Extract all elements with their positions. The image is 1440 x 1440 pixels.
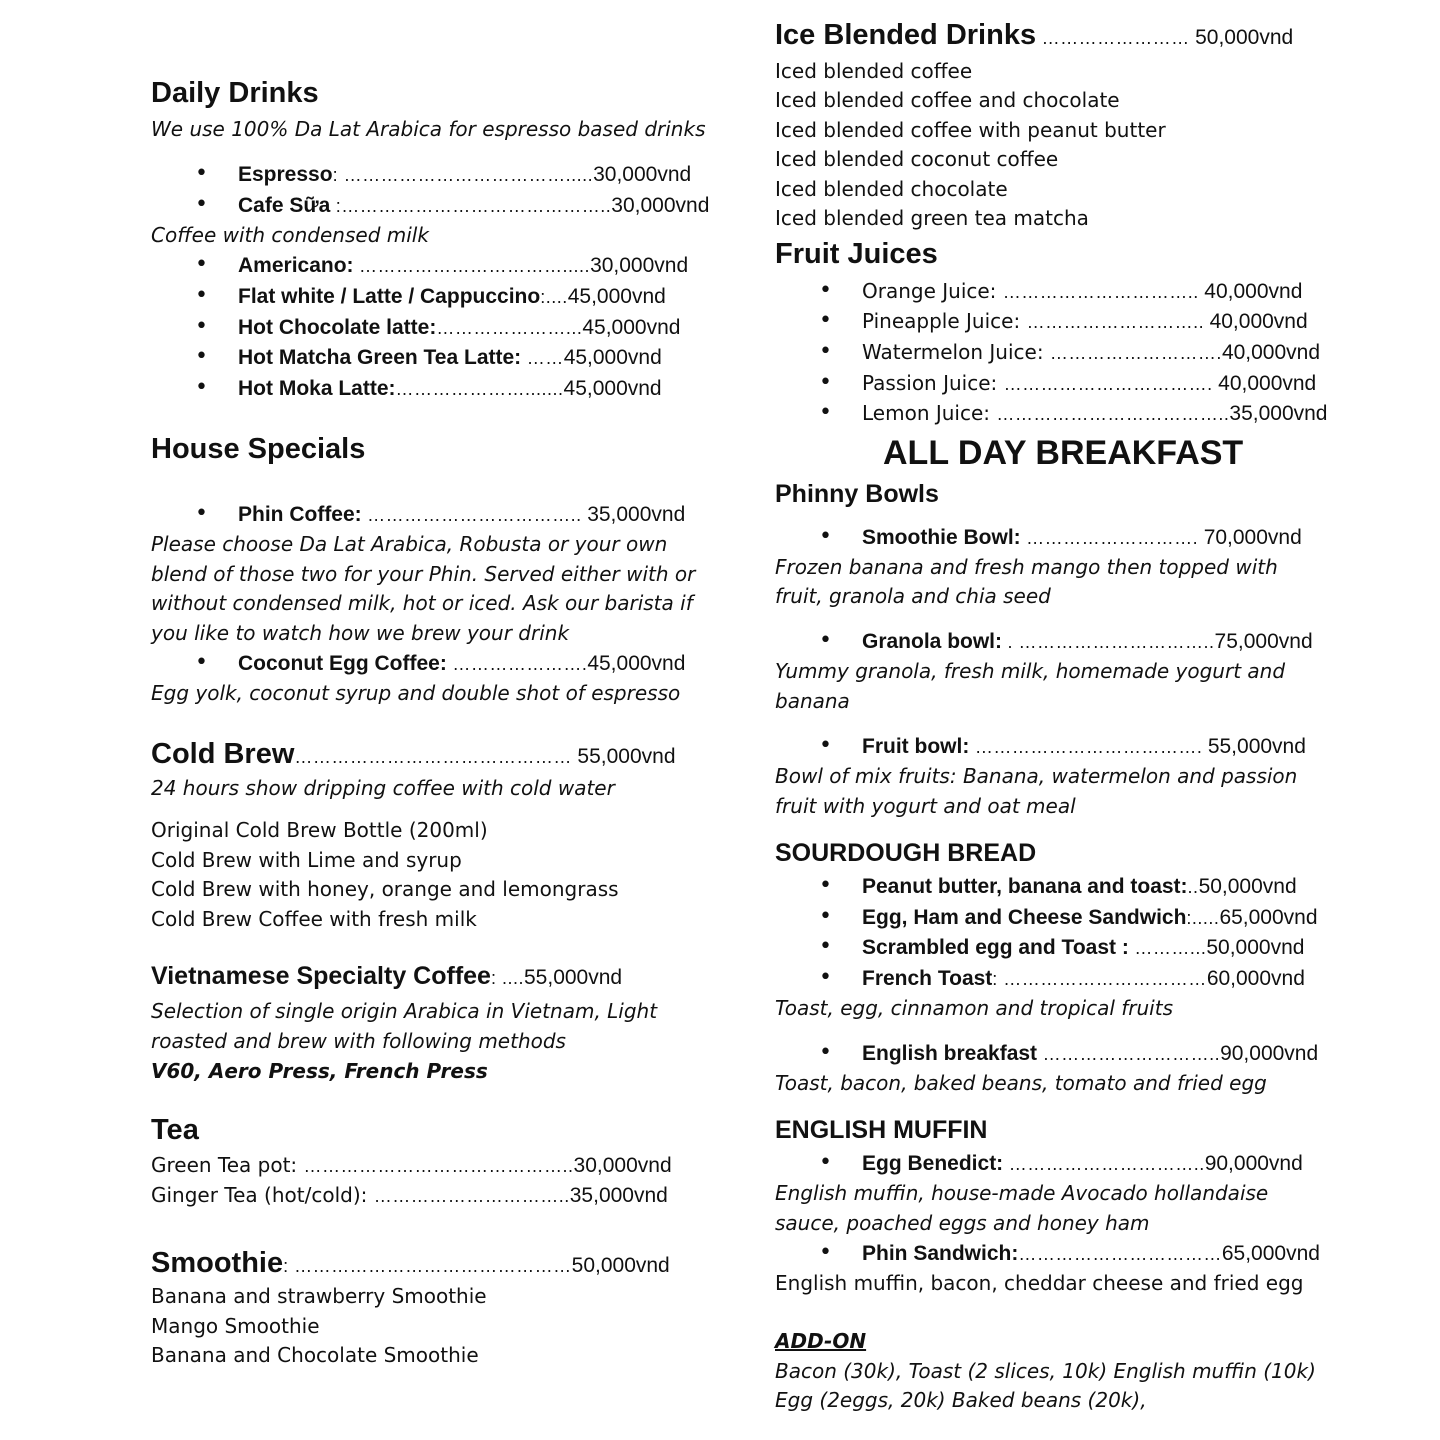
item-dots: .. <box>1187 877 1199 897</box>
item-name: Ginger Tea (hot/cold): <box>151 1183 374 1207</box>
item-dots: …………………………………….. <box>303 1156 574 1176</box>
menu-item-phin-sandwich <box>775 1240 1320 1267</box>
cafe-sua-note: Coffee with condensed milk <box>151 223 429 247</box>
add-on-title: ADD-ON <box>775 1329 867 1353</box>
item-dots: ……………………….. <box>1026 312 1210 332</box>
item-name: Lemon Juice: <box>862 401 997 425</box>
menu-item-smoothie-bowl <box>775 524 1302 551</box>
phin-desc-line: blend of those two for your Phin. Served either with or <box>151 562 696 586</box>
vietnamese-specialty-heading <box>151 961 622 991</box>
vietnamese-specialty-dots: .... <box>501 968 524 988</box>
cold-brew-item: Original Cold Brew Bottle (200ml) <box>151 818 488 842</box>
menu-item-ginger-tea <box>151 1182 668 1209</box>
item-dots: ……………………….. <box>1037 1044 1221 1064</box>
menu-item-phin-coffee <box>151 501 685 528</box>
item-name: English breakfast <box>862 1042 1038 1065</box>
item-dots: …………………………….. <box>361 505 588 525</box>
menu-item-pineapple-juice <box>775 308 1308 335</box>
item-dots: …………………………… <box>1018 1244 1222 1264</box>
menu-item-watermelon-juice <box>775 339 1320 366</box>
vietnamese-specialty-price: 55,000vnd <box>524 966 623 989</box>
ice-blended-item: Iced blended green tea matcha <box>775 206 1089 230</box>
cold-brew-item: Cold Brew with Lime and syrup <box>151 848 462 872</box>
item-name: Green Tea pot: <box>151 1153 304 1177</box>
item-price: 60,000vnd <box>1206 967 1305 990</box>
item-name: Granola bowl: <box>862 630 1003 653</box>
ice-blended-item: Iced blended coffee <box>775 59 973 83</box>
menu-item-hot-matcha <box>151 344 662 371</box>
item-name: Fruit bowl: <box>862 735 970 758</box>
item-price: 35,000vnd <box>1229 402 1328 425</box>
item-name: Watermelon Juice: <box>862 340 1050 364</box>
granola-bowl-desc: banana <box>775 689 850 713</box>
item-name: Phin Sandwich: <box>862 1242 1019 1265</box>
item-name: Cafe Sữa <box>238 194 331 217</box>
menu-item-egg-ham-cheese <box>775 904 1318 931</box>
item-name: Hot Moka Latte: <box>238 377 396 400</box>
item-name: Orange Juice: <box>862 279 1003 303</box>
item-price: 45,000vnd <box>582 316 681 339</box>
smoothie-title: Smoothie <box>151 1247 284 1279</box>
menu-item-egg-benedict <box>775 1150 1303 1177</box>
item-name: Hot Matcha Green Tea Latte: <box>238 346 522 369</box>
menu-item-peanut-butter-toast <box>775 873 1297 900</box>
menu-item-green-tea <box>151 1152 672 1179</box>
item-dots: :..... <box>1186 908 1220 928</box>
item-name: Egg Benedict: <box>862 1152 1004 1175</box>
coconut-egg-desc: Egg yolk, coconut syrup and double shot of espresso <box>151 681 681 705</box>
english-muffin-title: ENGLISH MUFFIN <box>775 1116 988 1144</box>
item-price: 70,000vnd <box>1203 526 1302 549</box>
smoothie-dots: ……………………………………… <box>294 1256 572 1276</box>
menu-item-scrambled-egg <box>775 934 1304 961</box>
item-name: Phin Coffee: <box>238 503 362 526</box>
item-price: 35,000vnd <box>569 1184 668 1207</box>
item-name: Egg, Ham and Cheese Sandwich <box>862 906 1187 929</box>
cold-brew-note: 24 hours show dripping coffee with cold water <box>151 776 615 800</box>
menu-item-lemon-juice <box>775 400 1327 427</box>
item-name: Smoothie Bowl: <box>862 526 1021 549</box>
smoothie-separator: : <box>283 1256 295 1276</box>
smoothie-item: Banana and strawberry Smoothie <box>151 1284 487 1308</box>
smoothie-item: Mango Smoothie <box>151 1314 320 1338</box>
item-price: 30,000vnd <box>573 1154 672 1177</box>
menu-item-english-breakfast <box>775 1040 1318 1067</box>
ice-blended-heading <box>775 18 1293 52</box>
item-price: 90,000vnd <box>1204 1152 1303 1175</box>
smoothie-bowl-desc: Frozen banana and fresh mango then topped with <box>775 555 1278 579</box>
vietnamese-desc-line: roasted and brew with following methods <box>151 1029 566 1053</box>
item-name: Espresso <box>238 163 333 186</box>
item-name: Coconut Egg Coffee: <box>238 652 447 675</box>
item-price: 30,000vnd <box>611 194 710 217</box>
smoothie-bowl-desc: fruit, granola and chia seed <box>775 584 1051 608</box>
item-separator: : <box>330 196 342 216</box>
item-name: Hot Chocolate latte: <box>238 316 437 339</box>
item-dots: ………………………….. <box>373 1186 570 1206</box>
vietnamese-specialty-title: Vietnamese Specialty Coffee <box>151 962 491 990</box>
menu-item-french-toast <box>775 965 1305 992</box>
item-dots: …………………... <box>436 318 583 338</box>
item-dots: ………………………. <box>1020 528 1204 548</box>
fruit-bowl-desc: Bowl of mix fruits: Banana, watermelon and passion <box>775 764 1298 788</box>
sourdough-bread-title: SOURDOUGH BREAD <box>775 839 1037 867</box>
menu-item-americano <box>151 252 688 279</box>
ice-blended-price: 50,000vnd <box>1195 26 1294 49</box>
granola-bowl-desc: Yummy granola, fresh milk, homemade yogurt and <box>775 659 1286 683</box>
smoothie-price: 50,000vnd <box>571 1254 670 1277</box>
item-price: 35,000vnd <box>587 503 686 526</box>
menu-item-fruit-bowl <box>775 733 1306 760</box>
daily-drinks-title: Daily Drinks <box>151 77 319 109</box>
phinny-bowls-title: Phinny Bowls <box>775 480 939 508</box>
cold-brew-dots: ……………………………………… <box>294 747 578 767</box>
phin-desc-line: Please choose Da Lat Arabica, Robusta or your own <box>151 532 668 556</box>
item-name: Peanut butter, banana and toast: <box>862 875 1188 898</box>
phin-desc-line: without condensed milk, hot or iced. Ask our barista if <box>151 591 693 615</box>
menu-item-hot-moka <box>151 375 662 402</box>
item-price: 45,000vnd <box>563 377 662 400</box>
egg-benedict-desc: sauce, poached eggs and honey ham <box>775 1211 1150 1235</box>
item-name: Passion Juice: <box>862 371 1004 395</box>
item-price: 65,000vnd <box>1221 1242 1320 1265</box>
cold-brew-title: Cold Brew <box>151 738 295 770</box>
cold-brew-item: Cold Brew with honey, orange and lemongrass <box>151 877 619 901</box>
menu-item-espresso <box>151 161 691 188</box>
item-dots: : …………………………… <box>992 969 1207 989</box>
item-price: 30,000vnd <box>590 254 689 277</box>
vietnamese-desc-line: Selection of single origin Arabica in Vietnam, Light <box>151 999 658 1023</box>
egg-benedict-desc: English muffin, house-made Avocado hollandaise <box>775 1181 1269 1205</box>
item-name: Pineapple Juice: <box>862 309 1027 333</box>
item-dots: . ………………………….. <box>1002 632 1215 652</box>
ice-blended-item: Iced blended coffee with peanut butter <box>775 118 1166 142</box>
item-dots: ……………………………. <box>1003 374 1219 394</box>
item-name: Scrambled egg and Toast : <box>862 936 1129 959</box>
item-price: 55,000vnd <box>1207 735 1306 758</box>
menu-item-flat-white <box>151 283 666 310</box>
cold-brew-item: Cold Brew Coffee with fresh milk <box>151 907 477 931</box>
item-dots: ………... <box>1128 938 1207 958</box>
cold-brew-heading <box>151 737 676 771</box>
item-dots: ………………………………..... <box>343 165 594 185</box>
fruit-bowl-desc: fruit with yogurt and oat meal <box>775 794 1076 818</box>
item-price: 90,000vnd <box>1220 1042 1319 1065</box>
item-dots: …………………………………….. <box>341 196 612 216</box>
menu-item-hot-chocolate <box>151 314 680 341</box>
item-dots: ……………………………..... <box>359 256 591 276</box>
smoothie-item: Banana and Chocolate Smoothie <box>151 1343 479 1367</box>
menu-item-orange-juice <box>775 278 1302 305</box>
tea-title: Tea <box>151 1114 199 1146</box>
item-dots: …………………. <box>446 654 588 674</box>
item-price: 40,000vnd <box>1209 310 1308 333</box>
item-price: 50,000vnd <box>1206 936 1305 959</box>
item-separator: : <box>332 165 344 185</box>
item-price: 45,000vnd <box>563 346 662 369</box>
item-price: 65,000vnd <box>1219 906 1318 929</box>
item-dots: ……………………………….. <box>996 404 1230 424</box>
item-dots: …… <box>526 348 564 368</box>
smoothie-heading <box>151 1246 670 1280</box>
house-specials-title: House Specials <box>151 433 366 465</box>
phin-desc-line: you like to watch how we brew your drink <box>151 621 570 645</box>
brew-methods: V60, Aero Press, French Press <box>151 1059 488 1083</box>
item-name: Flat white / Latte / Cappuccino <box>238 285 541 308</box>
ice-blended-title: Ice Blended Drinks <box>775 19 1037 51</box>
ice-blended-dots: …………………… <box>1036 28 1196 48</box>
item-dots: ………………………. <box>1049 343 1222 363</box>
ice-blended-item: Iced blended coconut coffee <box>775 147 1059 171</box>
item-separator: :.... <box>540 287 568 307</box>
item-dots: ………………………………. <box>969 737 1208 757</box>
item-name: French Toast <box>862 967 993 990</box>
item-price: 45,000vnd <box>567 285 666 308</box>
phin-sandwich-desc: English muffin, bacon, cheddar cheese and fried egg <box>775 1271 1304 1295</box>
all-day-breakfast-title: ALL DAY BREAKFAST <box>883 434 1244 472</box>
item-name: Americano: <box>238 254 354 277</box>
vietnamese-specialty-separator: : <box>490 968 502 988</box>
french-toast-desc: Toast, egg, cinnamon and tropical fruits <box>775 996 1173 1020</box>
daily-drinks-note: We use 100% Da Lat Arabica for espresso based drinks <box>151 117 706 141</box>
item-price: 45,000vnd <box>587 652 686 675</box>
english-breakfast-desc: Toast, bacon, baked beans, tomato and fried egg <box>775 1071 1267 1095</box>
item-price: 75,000vnd <box>1214 630 1313 653</box>
menu-item-cafe-sua <box>151 192 709 219</box>
item-price: 40,000vnd <box>1218 372 1317 395</box>
menu-item-passion-juice <box>775 370 1316 397</box>
ice-blended-item: Iced blended coffee and chocolate <box>775 88 1120 112</box>
cold-brew-price: 55,000vnd <box>577 745 676 768</box>
item-dots: ………………………….. <box>1002 282 1205 302</box>
ice-blended-item: Iced blended chocolate <box>775 177 1008 201</box>
item-price: 40,000vnd <box>1204 280 1303 303</box>
item-price: 30,000vnd <box>593 163 692 186</box>
item-dots: ………………………….. <box>1003 1154 1205 1174</box>
add-on-line: Bacon (30k), Toast (2 slices, 10k) English muffin (10k) <box>775 1359 1316 1383</box>
fruit-juices-title: Fruit Juices <box>775 238 938 270</box>
item-dots: …………………....... <box>395 379 564 399</box>
item-price: 40,000vnd <box>1221 341 1321 364</box>
menu-item-coconut-egg-coffee <box>151 650 685 677</box>
menu-item-granola-bowl <box>775 628 1313 655</box>
item-price: 50,000vnd <box>1198 875 1297 898</box>
add-on-line: Egg (2eggs, 20k) Baked beans (20k), <box>775 1388 1147 1412</box>
